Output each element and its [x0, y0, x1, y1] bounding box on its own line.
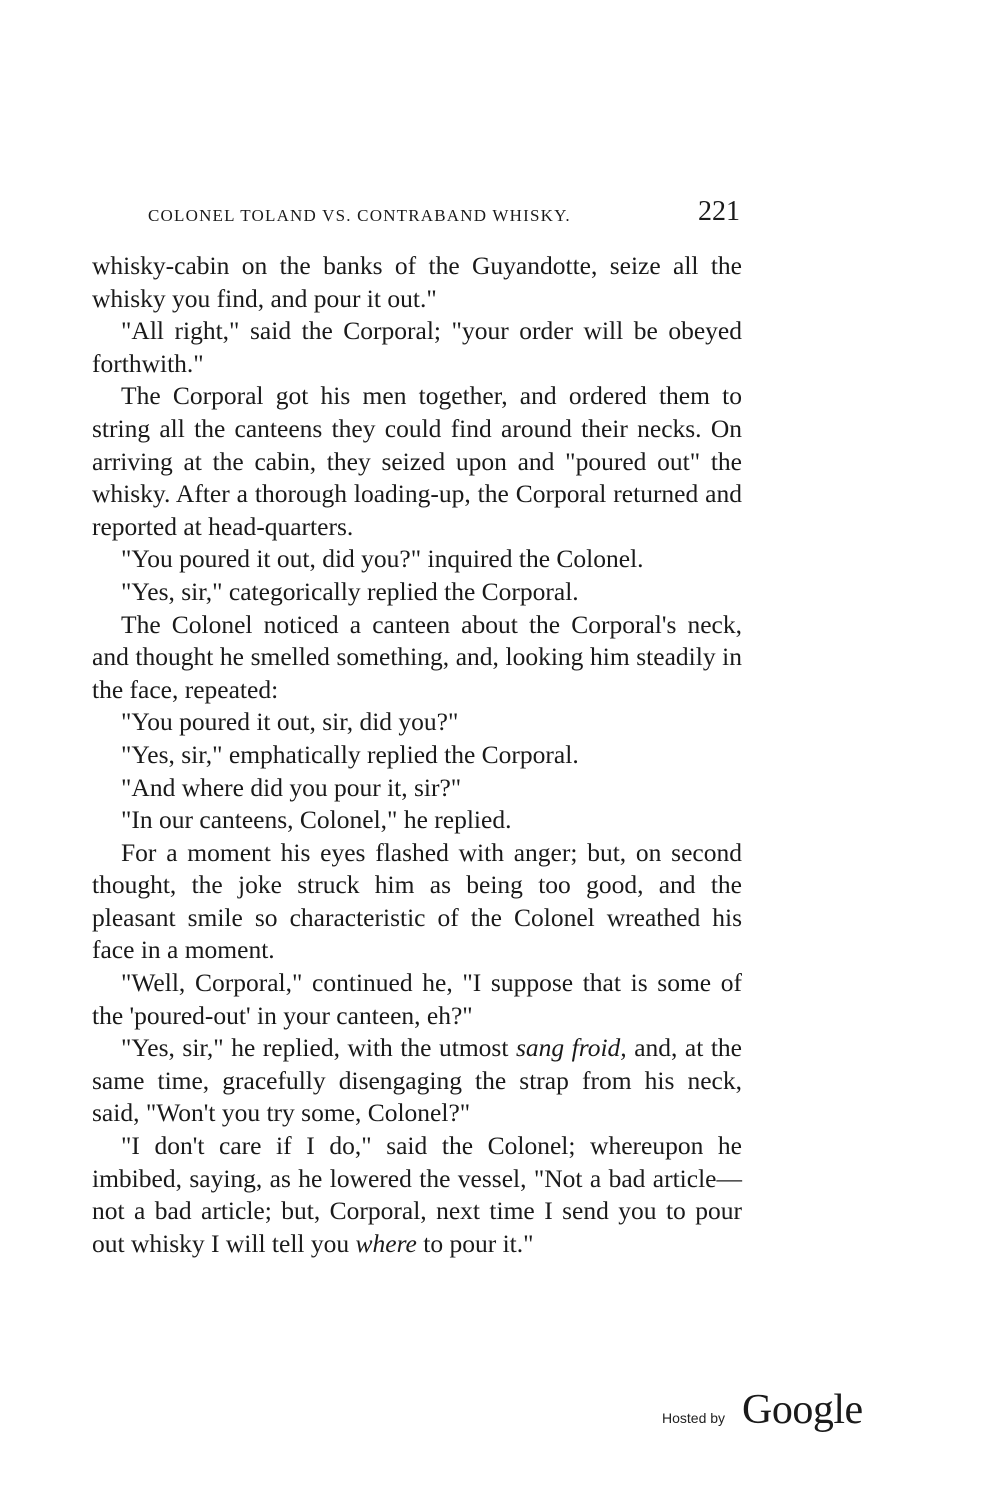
hosted-by-label: Hosted by	[662, 1410, 726, 1426]
italic-text: sang froid,	[515, 1033, 627, 1063]
text-run: and, at the same time, gracefully disengaging the strap from his neck, said, "Won't you try some, Colonel?"	[92, 1033, 743, 1128]
google-logo: Google	[742, 1387, 863, 1433]
text-run: "I don't care if I do," said the Colonel; whereupon he imbibed, saying, as he lowered the vessel, "Not a bad article—not a bad article; but, Corporal, next time I send you to pour out whisky I will tell you	[92, 1131, 742, 1258]
page-body	[92, 250, 742, 1260]
italic-text: where	[355, 1228, 417, 1258]
paragraph: "And where did you pour it, sir?"	[121, 772, 462, 802]
hosted-by-google-footer	[662, 1384, 872, 1434]
paragraph: whisky-cabin on the banks of the Guyandotte, seize all the whisky you find, and pour it out."	[92, 251, 742, 313]
text-run: "Yes, sir," he replied, with the utmost	[121, 1033, 516, 1063]
text-run: to pour it."	[416, 1228, 534, 1258]
paragraph	[92, 1032, 742, 1130]
paragraph: For a moment his eyes flashed with anger; but, on second thought, the joke struck him as being too good, and the pleasant smile so characteristic of the Colonel wreathed his face in a moment.	[92, 837, 742, 965]
paragraph: The Colonel noticed a canteen about the Corporal's neck, and thought he smelled something, and, looking him steadily in the face, repeated:	[92, 609, 742, 704]
paragraph: "Yes, sir," categorically replied the Corporal.	[121, 576, 579, 606]
paragraph: "You poured it out, sir, did you?"	[121, 707, 459, 737]
paragraph: "All right," said the Corporal; "your order will be obeyed forthwith."	[92, 316, 742, 378]
paragraph: "Yes, sir," emphatically replied the Corporal.	[121, 739, 579, 769]
running-title: COLONEL TOLAND VS. CONTRABAND WHISKY.	[148, 206, 571, 225]
paragraph: "In our canteens, Colonel," he replied.	[121, 805, 512, 835]
paragraph: The Corporal got his men together, and ordered them to string all the canteens they could find around their necks. On arriving at the cabin, they seized upon and "poured out" the whisky. After a thorough loading-up, the Corporal returned and reported at head-quarters.	[92, 381, 742, 541]
paragraph	[92, 1130, 742, 1260]
running-header	[148, 196, 740, 230]
paragraph: "Well, Corporal," continued he, "I suppose that is some of the 'poured-out' in your canteen, eh?"	[92, 968, 742, 1030]
paragraph: "You poured it out, did you?" inquired the Colonel.	[121, 544, 644, 574]
page-number: 221	[698, 196, 740, 227]
